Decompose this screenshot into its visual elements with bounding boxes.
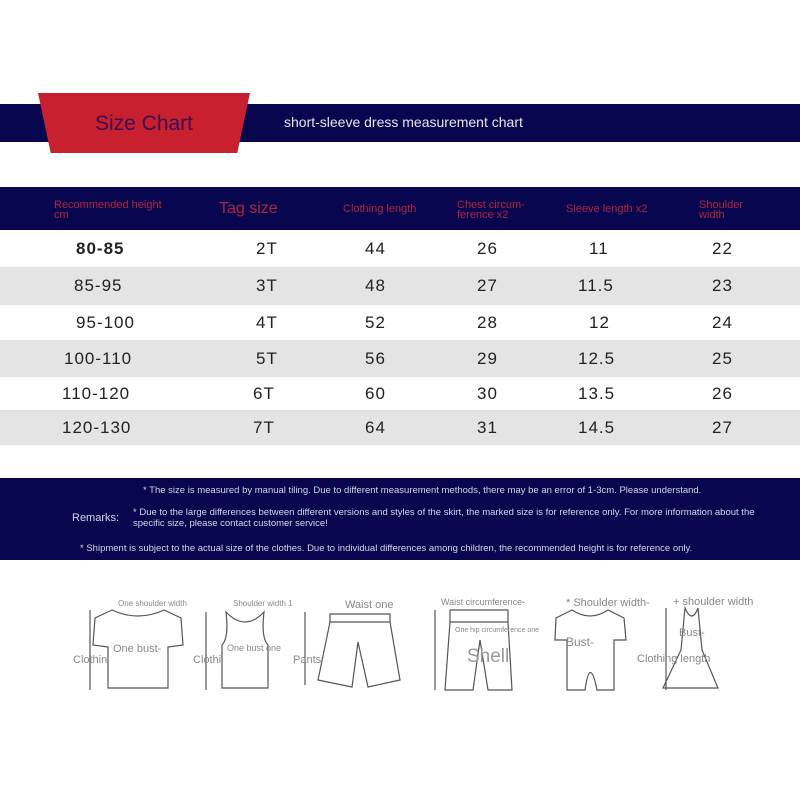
- table-cell: 23: [712, 276, 733, 295]
- pants-center-label: Shell: [467, 646, 510, 667]
- table-cell: 28: [477, 312, 498, 332]
- tank-shoulder-label: Shoulder width 1: [233, 599, 293, 608]
- pants-waist-label: Waist circumference-: [441, 597, 526, 607]
- table-cell: 27: [477, 276, 498, 295]
- col-tag-size: Tag size: [219, 200, 278, 217]
- table-cell: 30: [477, 383, 498, 403]
- table-cell: 31: [477, 417, 498, 437]
- dress-shoulder-label: + shoulder width: [673, 596, 754, 608]
- table-row: [0, 410, 800, 445]
- remarks-box: [0, 478, 800, 560]
- table-cell: 80-85: [76, 238, 125, 258]
- table-cell: 11.5: [578, 276, 614, 295]
- table-cell: 12.5: [578, 348, 616, 368]
- table-cell: 26: [712, 383, 733, 403]
- dress-icon: [663, 608, 718, 690]
- shorts-icon: [305, 612, 400, 687]
- remark-1: * The size is measured by manual tiling. Due to different measurement methods, there may be an error of 1-3cm. Please understand.: [143, 485, 702, 496]
- table-row: [0, 377, 800, 410]
- table-cell: 3T: [256, 276, 278, 295]
- table-cell: 24: [712, 312, 733, 332]
- shorts-length-label: Pants: [293, 654, 322, 666]
- size-chart-title: Size Chart: [94, 112, 194, 135]
- table-cell: 6T: [253, 383, 275, 403]
- table-row: [0, 267, 800, 305]
- table-cell: 48: [365, 276, 386, 295]
- table-cell: 29: [477, 348, 498, 368]
- tshirt-shoulder-label: One shoulder width: [118, 599, 187, 608]
- table-cell: 26: [477, 238, 498, 258]
- col-height: Recommended height cm: [54, 199, 162, 221]
- col-clothing-length: Clothing length: [343, 203, 417, 215]
- pants-hip-label: One hip circumference one: [455, 627, 540, 634]
- table-row: [0, 230, 800, 267]
- table-cell: 85-95: [74, 276, 123, 295]
- shorts-waist-label: Waist one: [345, 599, 394, 611]
- remark-3: * Shipment is subject to the actual size of the clothes. Due to individual differences among children, the recommended height is for reference only.: [80, 543, 693, 554]
- table-row: [0, 340, 800, 377]
- dress-bust-label: Bust-: [679, 627, 705, 639]
- dress-length-label: Clothing length: [637, 653, 711, 665]
- table-cell: 12: [589, 312, 610, 332]
- col-shoulder: Shoulder width: [699, 199, 744, 221]
- table-cell: 64: [365, 417, 386, 437]
- tshirt-length-label: Clothin: [73, 654, 108, 666]
- table-cell: 2T: [256, 238, 278, 258]
- table-cell: 11: [589, 238, 609, 258]
- table-cell: 60: [365, 383, 386, 403]
- table-cell: 56: [365, 348, 386, 368]
- tank-length-label: Clothi: [193, 654, 222, 666]
- remark-2: * Due to the large differences between different versions and styles of the skirt, the marked size is for reference only. For more information about the specific size, please contact customer service!: [133, 507, 755, 529]
- romper-bust-label: Bust-: [566, 635, 595, 649]
- col-chest: Chest circum- ference x2: [457, 199, 525, 221]
- table-cell: 100-110: [64, 348, 133, 368]
- table-cell: 4T: [256, 312, 278, 332]
- table-row: [0, 305, 800, 340]
- remarks-label: Remarks:: [72, 512, 120, 524]
- tshirt-bust-label: One bust-: [113, 643, 162, 655]
- tank-bust-label: One bust one: [227, 643, 282, 653]
- table-cell: 13.5: [578, 383, 616, 403]
- col-sleeve: Sleeve length x2: [566, 203, 648, 215]
- table-cell: 27: [712, 417, 733, 437]
- table-cell: 5T: [256, 348, 278, 368]
- table-cell: 52: [365, 312, 386, 332]
- table-cell: 120-130: [62, 417, 132, 437]
- table-cell: 25: [712, 348, 733, 368]
- chart-subtitle: short-sleeve dress measurement chart: [284, 114, 523, 130]
- table-cell: 95-100: [76, 312, 135, 332]
- table-header: [0, 187, 800, 230]
- romper-icon: [555, 610, 626, 690]
- romper-shoulder-label: * Shoulder width-: [566, 597, 650, 609]
- table-cell: 14.5: [578, 417, 616, 437]
- table-cell: 7T: [253, 417, 275, 437]
- table-cell: 44: [365, 238, 386, 258]
- table-cell: 22: [712, 238, 733, 258]
- table-cell: 110-120: [62, 383, 131, 403]
